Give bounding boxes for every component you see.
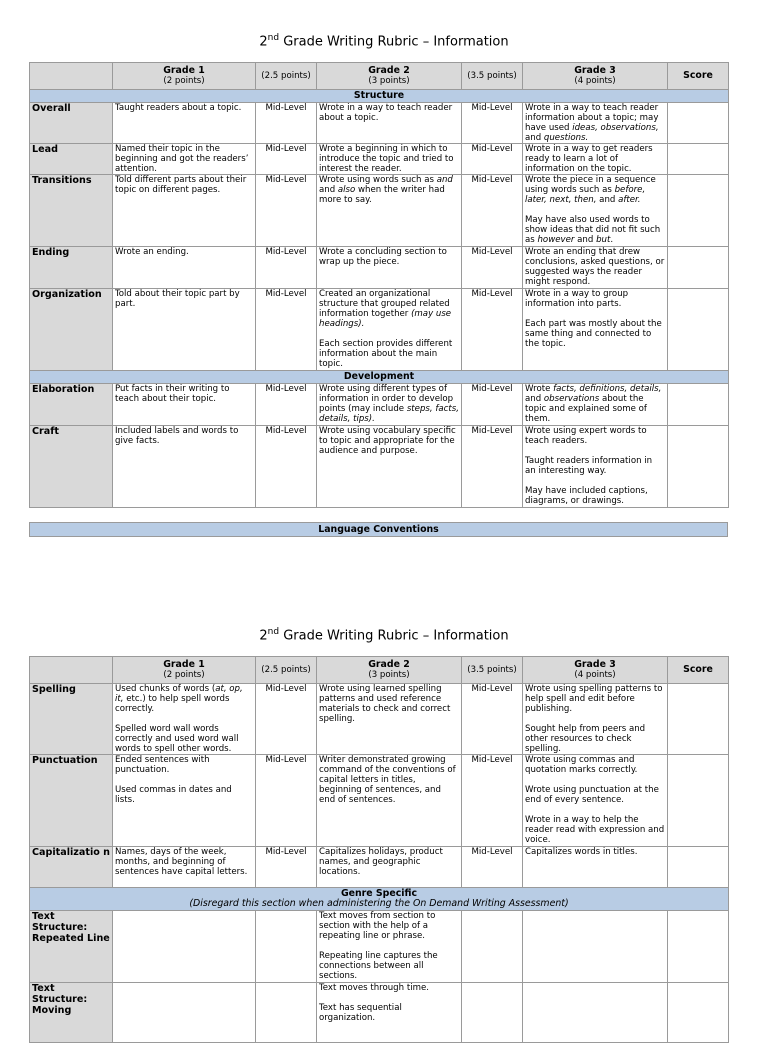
page-title: 2nd Grade Writing Rubric – Information [259, 33, 509, 50]
score-cell[interactable] [668, 247, 729, 289]
row-label: Elaboration [30, 384, 113, 426]
table-row: Spelling Used chunks of words (at, op, it, etc.) to help spell words correctly. Spelled word wall words correctly and used word wall words to spell other words. Mid-Level Wrote using learned spelling patterns and used reference materials to check and correct spelling. Mid-Level Wrote using spelling patterns to help spell and edit before publishing. Sought help from peers and other resources to check spelling. [30, 684, 729, 755]
row-label: Overall [30, 103, 113, 144]
score-cell[interactable] [668, 384, 729, 426]
table-row: Organization Told about their topic part by part. Mid-Level Created an organizational structure that grouped related information together (may use headings). Each section provides different information about the main topic. Mid-Level Wrote in a way to group information into parts. Each part was mostly about the same thing and connected to the topic. [30, 289, 729, 371]
section-structure: Structure [30, 90, 729, 103]
language-conventions-bar: Language Conventions [29, 522, 728, 537]
blank-header [30, 63, 113, 90]
section-genre-specific: Genre Specific (Disregard this section when administering the On Demand Writing Assessment) [30, 888, 729, 911]
row-label: Lead [30, 144, 113, 175]
table-row: Craft Included labels and words to give facts. Mid-Level Wrote using vocabulary specific to topic and appropriate for the audience and purpose. Mid-Level Wrote using expert words to teach readers. Taught readers information in an interesting way. May have included captions, diagrams, or drawings. [30, 426, 729, 508]
row-label: Organization [30, 289, 113, 371]
rubric-table [29, 656, 729, 1043]
row-label: Text Structure: Moving [30, 983, 113, 1043]
grade3-header: Grade 3 (4 points) [523, 63, 668, 90]
score-cell[interactable] [668, 684, 729, 755]
blank-header [30, 657, 113, 684]
table-row: Overall Taught readers about a topic. Mid-Level Wrote in a way to teach reader about a topic. Mid-Level Wrote in a way to teach reader information about a topic; may have used ideas, observations, and questions. [30, 103, 729, 144]
midlevel2-header: (3.5 points) [462, 63, 523, 90]
score-cell[interactable] [668, 983, 729, 1043]
table-row: Transitions Told different parts about their topic on different pages. Mid-Level Wrote using words such as and and also when the writer had more to say. Mid-Level Wrote the piece in a sequence using words such as before, later, next, then, and after. May have also used words to show ideas that did not fit such as however and but. [30, 175, 729, 247]
row-label: Craft [30, 426, 113, 508]
row-label: Capitalizatio n [30, 847, 113, 888]
score-header: Score [668, 657, 729, 684]
table-row: Punctuation Ended sentences with punctuation. Used commas in dates and lists. Mid-Level Writer demonstrated growing command of the conventions of capital letters in titles, beginning of sentences, and end of sentences. Mid-Level Wrote using commas and quotation marks correctly. Wrote using punctuation at the end of every sentence. Wrote in a way to help the reader read with expression and voice. [30, 755, 729, 847]
table-row: Text Structure: Moving Text moves through time. Text has sequential organization. [30, 983, 729, 1043]
midlevel1-header: (2.5 points) [256, 63, 317, 90]
page-title: 2nd Grade Writing Rubric – Information [259, 627, 509, 644]
table-row: Elaboration Put facts in their writing to teach about their topic. Mid-Level Wrote using different types of information in order to develop points (may include steps, facts, details, tips). Mid-Level Wrote facts, definitions, details, and observations about the topic and explained some of them. [30, 384, 729, 426]
score-cell[interactable] [668, 426, 729, 508]
header-row [30, 657, 729, 684]
score-cell[interactable] [668, 144, 729, 175]
grade1-header: Grade 1 (2 points) [113, 63, 256, 90]
row-label: Text Structure: Repeated Line [30, 911, 113, 983]
table-row: Lead Named their topic in the beginning and got the readers’ attention. Mid-Level Wrote a beginning in which to introduce the topic and tried to interest the reader. Mid-Level Wrote in a way to get readers ready to learn a lot of information on the topic. [30, 144, 729, 175]
grade3-header: Grade 3 (4 points) [523, 657, 668, 684]
score-cell[interactable] [668, 289, 729, 371]
rubric-table [29, 62, 729, 508]
midlevel2-header: (3.5 points) [462, 657, 523, 684]
midlevel1-header: (2.5 points) [256, 657, 317, 684]
row-label: Ending [30, 247, 113, 289]
row-label: Spelling [30, 684, 113, 755]
table-row: Capitalizatio n Names, days of the week, months, and beginning of sentences have capital letters. Mid-Level Capitalizes holidays, product names, and geographic locations. Mid-Level Capitalizes words in titles. [30, 847, 729, 888]
score-cell[interactable] [668, 911, 729, 983]
score-cell[interactable] [668, 175, 729, 247]
grade2-header: Grade 2 (3 points) [317, 657, 462, 684]
header-row [30, 63, 729, 90]
score-header: Score [668, 63, 729, 90]
row-label: Punctuation [30, 755, 113, 847]
score-cell[interactable] [668, 755, 729, 847]
row-label: Transitions [30, 175, 113, 247]
table-row: Ending Wrote an ending. Mid-Level Wrote a concluding section to wrap up the piece. Mid-Level Wrote an ending that drew conclusions, asked questions, or suggested ways the reader might respond. [30, 247, 729, 289]
score-cell[interactable] [668, 103, 729, 144]
table-row: Text Structure: Repeated Line Text moves from section to section with the help of a repeating line or phrase. Repeating line captures the connections between all sections. [30, 911, 729, 983]
grade1-header: Grade 1 (2 points) [113, 657, 256, 684]
score-cell[interactable] [668, 847, 729, 888]
section-development: Development [30, 371, 729, 384]
grade2-header: Grade 2 (3 points) [317, 63, 462, 90]
